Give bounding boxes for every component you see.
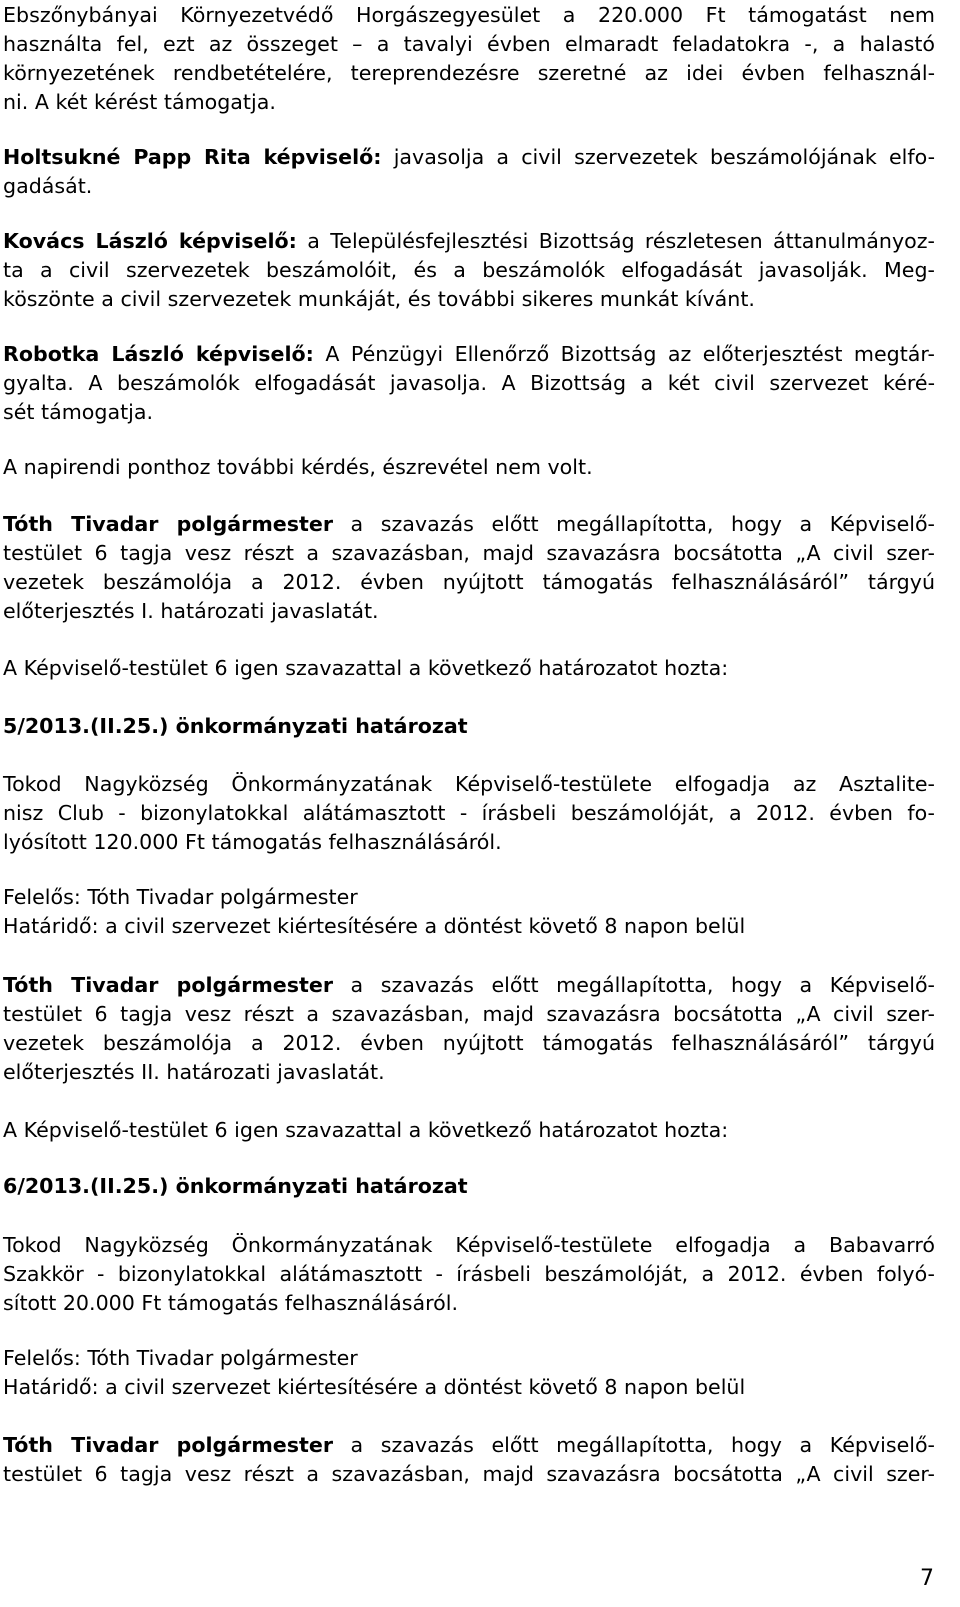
resolution2-line-2: Szakkör - bizonylatokkal alátámasztott - írásbeli beszámolóját, a 2012. évben folyó- (3, 1262, 935, 1286)
vote2-line-3: vezetek beszámolója a 2012. évben nyújtott támogatás felhasználásáról” tárgyú (3, 1031, 935, 1055)
robotka-line-2: gyalta. A beszámolók elfogadását javasolja. A Bizottság a két civil szervezet kéré- (3, 371, 935, 395)
para1-line-3: környezetének rendbetételére, tereprendezésre szeretné az idei évben felhasznál- (3, 61, 935, 85)
resolution1-deadline: Határidő: a civil szervezet kiértesítésére a döntést követő 8 napon belül (3, 914, 746, 938)
speaker-name: Tóth Tivadar polgármester (3, 1433, 333, 1457)
resolution1-line-1: Tokod Nagyközség Önkormányzatának Képviselő-testülete elfogadja az Asztalite- (3, 772, 935, 796)
statement-text: a szavazás előtt megállapította, hogy a Képviselő- (332, 973, 935, 997)
resolution1-line-2: nisz Club - bizonylatokkal alátámasztott - írásbeli beszámolóját, a 2012. évben fo- (3, 801, 935, 825)
resolution2-deadline: Határidő: a civil szervezet kiértesítésére a döntést követő 8 napon belül (3, 1375, 746, 1399)
page-number: 7 (920, 1566, 934, 1591)
speaker-name: Robotka László képviselő: (3, 342, 314, 366)
para1-line-1: Ebszőnybányai Környezetvédő Horgászegyesület a 220.000 Ft támogatást nem (3, 3, 935, 27)
statement-text: a szavazás előtt megállapította, hogy a Képviselő- (332, 512, 935, 536)
statement-text: a Településfejlesztési Bizottság részletesen áttanulmányoz- (296, 229, 935, 253)
vote1-line-1 (3, 510, 935, 539)
speaker-name: Holtsukné Papp Rita képviselő: (3, 145, 382, 169)
para1-line-2: használta fel, ezt az összeget – a tavalyi évben elmaradt feladatokra -, a halastó (3, 32, 935, 56)
result1-text: A Képviselő-testület 6 igen szavazattal a következő határozatot hozta: (3, 656, 729, 680)
vote1-line-4: előterjesztés I. határozati javaslatát. (3, 599, 379, 623)
result2-text: A Képviselő-testület 6 igen szavazattal a következő határozatot hozta: (3, 1118, 729, 1142)
statement-text: javasolja a civil szervezetek beszámolójának elfo- (381, 145, 936, 169)
vote2-line-1 (3, 971, 935, 1000)
statement-text: a szavazás előtt megállapította, hogy a Képviselő- (332, 1433, 935, 1457)
resolution2-line-1: Tokod Nagyközség Önkormányzatának Képviselő-testülete elfogadja a Babavarró (3, 1233, 935, 1257)
resolution2-title: 6/2013.(II.25.) önkormányzati határozat (3, 1174, 468, 1198)
vote3-line-2: testület 6 tagja vesz részt a szavazásban, majd szavazásra bocsátotta „A civil szer- (3, 1462, 935, 1486)
vote3-line-1 (3, 1431, 935, 1460)
resolution2-responsible: Felelős: Tóth Tivadar polgármester (3, 1346, 358, 1370)
kovacs-line-3: köszönte a civil szervezetek munkáját, és további sikeres munkát kívánt. (3, 287, 755, 311)
resolution1-title: 5/2013.(II.25.) önkormányzati határozat (3, 714, 468, 738)
no-questions-text: A napirendi ponthoz további kérdés, észrevétel nem volt. (3, 455, 593, 479)
holtsukne-line-1 (3, 143, 935, 172)
resolution1-line-3: lyósított 120.000 Ft támogatás felhasználásáról. (3, 830, 502, 854)
speaker-name: Tóth Tivadar polgármester (3, 973, 333, 997)
vote2-line-2: testület 6 tagja vesz részt a szavazásban, majd szavazásra bocsátotta „A civil szer- (3, 1002, 935, 1026)
vote2-line-4: előterjesztés II. határozati javaslatát. (3, 1060, 385, 1084)
speaker-name: Tóth Tivadar polgármester (3, 512, 333, 536)
vote1-line-3: vezetek beszámolója a 2012. évben nyújtott támogatás felhasználásáról” tárgyú (3, 570, 935, 594)
resolution1-responsible: Felelős: Tóth Tivadar polgármester (3, 885, 358, 909)
robotka-line-3: sét támogatja. (3, 400, 154, 424)
kovacs-line-2: ta a civil szervezetek beszámolóit, és a beszámolók elfogadását javasolják. Meg- (3, 258, 935, 282)
kovacs-line-1 (3, 227, 935, 256)
holtsukne-line-2: gadását. (3, 174, 93, 198)
robotka-line-1 (3, 340, 935, 369)
speaker-name: Kovács László képviselő: (3, 229, 297, 253)
vote1-line-2: testület 6 tagja vesz részt a szavazásban, majd szavazásra bocsátotta „A civil szer- (3, 541, 935, 565)
para1-line-4: ni. A két kérést támogatja. (3, 90, 276, 114)
resolution2-line-3: sított 20.000 Ft támogatás felhasználásáról. (3, 1291, 459, 1315)
statement-text: A Pénzügyi Ellenőrző Bizottság az előterjesztést megtár- (313, 342, 935, 366)
